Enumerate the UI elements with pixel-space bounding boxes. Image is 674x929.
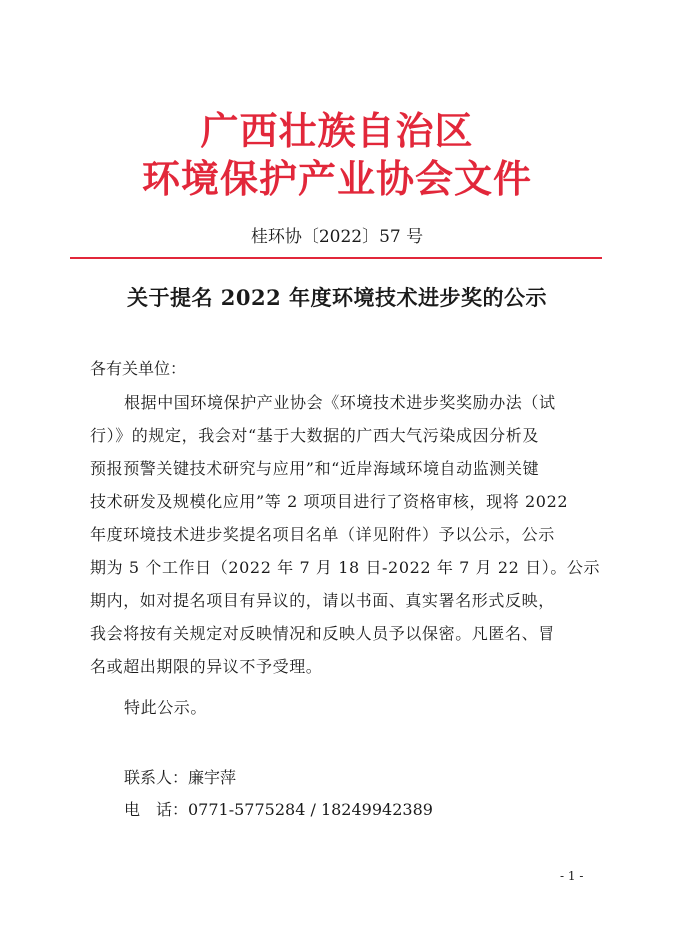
document-title: 关于提名 2022 年度环境技术进步奖的公示 <box>126 285 548 310</box>
red-divider-line <box>70 257 602 259</box>
body-line-3: 预报预警关键技术研究与应用”和“近岸海域环境自动监测关键 <box>90 459 540 478</box>
body-line-2: 行）》的规定，我会对“基于大数据的广西大气污染成因分析及 <box>90 426 539 445</box>
contact-phone: 电 话：0771-5775284 / 18249942389 <box>124 800 433 819</box>
body-line-9: 名或超出期限的异议不予受理。 <box>90 657 323 676</box>
document-number: 桂环协〔2022〕57 号 <box>250 227 424 247</box>
body-line-7: 期内，如对提名项目有异议的，请以书面、真实署名形式反映， <box>90 591 555 610</box>
body-line-6: 期为 5 个工作日（2022 年 7 月 18 日-2022 年 7 月 22 日）。公示 <box>90 558 601 577</box>
header-issuer-line-2: 环境保护产业协会文件 <box>141 157 532 201</box>
page-number: - 1 - <box>560 869 584 883</box>
contact-person: 联系人：廉宇萍 <box>124 768 237 787</box>
salutation: 各有关单位： <box>90 359 187 378</box>
body-line-5: 年度环境技术进步奖提名项目名单（详见附件）予以公示，公示 <box>90 525 555 544</box>
body-line-1: 根据中国环境保护产业协会《环境技术进步奖奖励办法（试 <box>124 393 556 412</box>
closing-remark: 特此公示。 <box>124 698 208 717</box>
body-line-4: 技术研发及规模化应用”等 2 项项目进行了资格审核，现将 2022 <box>90 492 569 511</box>
body-line-8: 我会将按有关规定对反映情况和反映人员予以保密。凡匿名、冒 <box>90 624 555 643</box>
header-issuer-line-1: 广西壮族自治区 <box>200 109 474 153</box>
